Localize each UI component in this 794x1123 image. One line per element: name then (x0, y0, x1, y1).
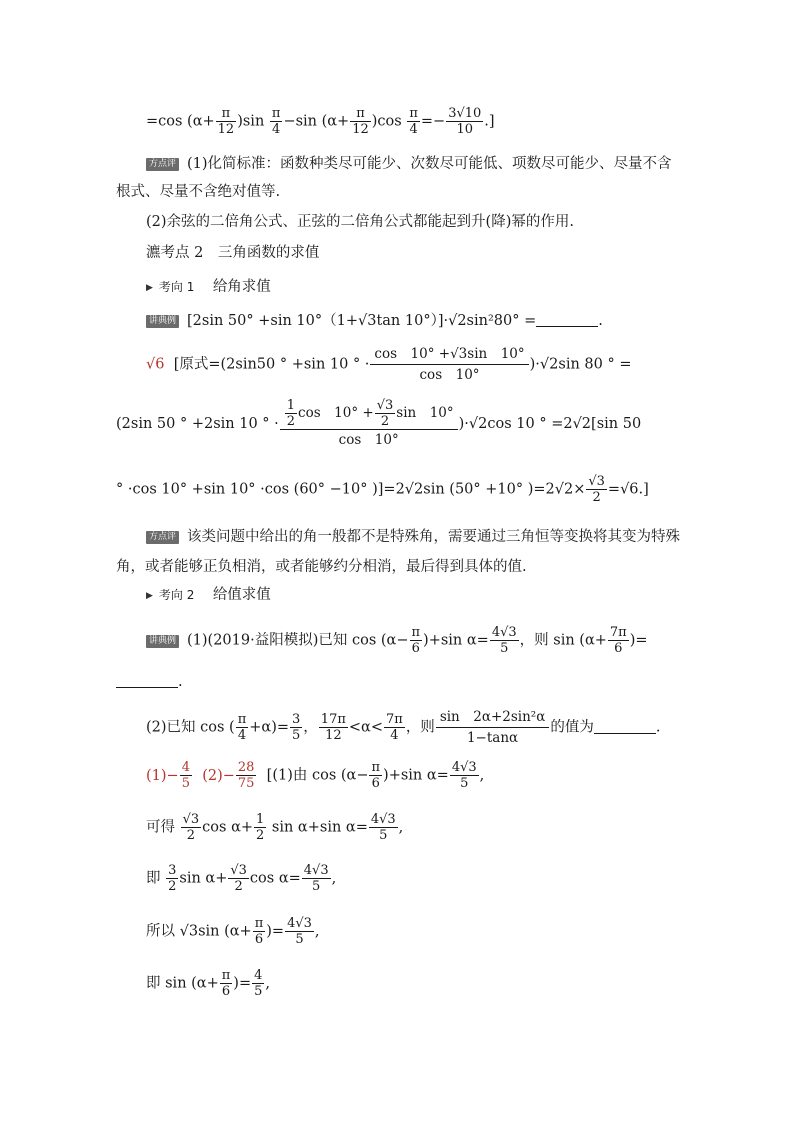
answer-value: √6 (146, 356, 165, 373)
answer-blank (536, 312, 598, 327)
fraction: $\frac{4√3}{5}$ (287, 916, 312, 947)
text: [(1)由 cos (α− (266, 767, 369, 784)
topic-label: 考向 1 (158, 280, 195, 294)
text: )= (629, 632, 648, 649)
example-tag: 讲典例 (146, 315, 179, 328)
compound-fraction: $\frac{1}{2}$ cos 10° + $\frac{√3}{2}$ sin 10° cos 10° (280, 398, 458, 450)
fraction: $\frac{\cos 10^\circ +√3\sin 10^\circ}{\cos 10^\circ}$ (370, 344, 528, 385)
section-title: 瀌考点 2 三角函数的求值 (146, 245, 320, 261)
text: <α< (348, 719, 383, 736)
fraction: $\frac{√3}{2}$ (182, 812, 200, 843)
fraction: $\frac{\pi}{6}$ (411, 625, 421, 656)
fraction: $\frac{4}{5}$ (181, 760, 190, 791)
text: sin α+sin α= (267, 819, 368, 836)
solution-line-1 (146, 760, 484, 791)
fraction: $\frac{4}{5}$ (254, 968, 263, 999)
text: (1)(2019·益阳模拟)已知 cos (α− (187, 632, 409, 649)
comment-tag: 方点评 (146, 158, 179, 171)
fraction: $\frac{3}{2}$ (168, 863, 177, 894)
answer-value: (1)− $\frac{4}{5}$ (2)− $\frac{28}{75}$ (146, 760, 255, 791)
fraction: $\frac{1}{2}$ (256, 812, 265, 843)
text: )·√2sin 80 ° = (529, 356, 632, 373)
fraction: $\frac{\text{sin 2α+2sin²α}}{1-\tan\alpha}$ (436, 707, 550, 748)
fraction: $\frac{7\pi}{6}$ (609, 625, 627, 656)
fraction: $\frac{\pi}{12}$ (352, 106, 369, 137)
answer-line-2 (116, 398, 641, 450)
example-2-part-2: (2)已知 cos ( $\frac{\pi}{4}$ +α)= $\frac{3}{5}$ ， $\frac{17\pi}{12}$ <α< $\frac{7\pi}{4}$ ，则 $\frac{\text{sin 2α+2sin²α}}{1-\tan\alpha}$ 的值为 . (146, 709, 661, 746)
text: , (331, 870, 337, 887)
text: , (314, 923, 320, 940)
text: , (398, 819, 404, 836)
triangle-bullet-icon: ▶ (146, 283, 153, 293)
fraction: $\frac{\pi}{6}$ (254, 916, 264, 947)
fraction: $\frac{\pi}{4}$ (409, 106, 418, 137)
text: −sin (α+ (283, 113, 350, 130)
answer-blank (116, 673, 178, 688)
comment-paragraph-2 (116, 522, 682, 582)
text: ，则 sin (α+ (519, 632, 607, 649)
fraction: $\frac{7\pi}{4}$ (385, 712, 403, 743)
example-tag: 讲典例 (146, 635, 179, 648)
text: =cos (α+ (146, 113, 215, 130)
fraction: $\frac{√3}{2}$ (376, 398, 394, 429)
text: .] (484, 113, 495, 130)
fraction: $\frac{\pi}{6}$ (221, 968, 231, 999)
example-1: 讲典例 [2sin 50° +sin 10°（1+√3tan 10°）]·√2sin²80° = . (146, 311, 603, 331)
fraction: $\frac{1}{2}$ (286, 398, 296, 429)
comment-text: 该类问题中给出的角一般都不是特殊角，需要通过三角恒等变换将其变为特殊角，或者能够正负相消，或者能够约分相消，最后得到具体的值. (116, 529, 681, 575)
fraction: $\frac{√3}{2}$ (230, 863, 247, 894)
text: ° ·cos 10° +sin 10° ·cos (60° −10° )]=2√2sin (50° +10° )=2√2× (116, 481, 586, 498)
fraction: $\frac{\pi}{4}$ (271, 106, 281, 137)
text: )= (266, 923, 285, 940)
comment-text: (2)余弦的二倍角公式、正弦的二倍角公式都能起到升(降)幂的作用. (146, 214, 574, 230)
text: (2)已知 cos ( (146, 719, 235, 736)
answer-line-3 (116, 474, 649, 505)
solution-line-4 (146, 916, 320, 947)
text: )+sin α= (423, 632, 489, 649)
example-text: [2sin 50° +sin 10°（1+√3tan 10°）]·√2sin²80° = (187, 313, 537, 329)
fraction: $\frac{17\pi}{12}$ (320, 712, 346, 743)
text: )cos (371, 113, 407, 130)
fraction: $\frac{4√3}{5}$ (303, 863, 329, 894)
fraction: $\frac{√3}{2}$ (588, 474, 605, 505)
topic-title: 给值求值 (212, 587, 271, 603)
answer-line-1 (146, 344, 631, 385)
fraction: $\frac{28}{75}$ (237, 760, 255, 791)
solution-line-3 (146, 863, 336, 894)
comment-tag: 方点评 (146, 531, 179, 544)
comment-text: (1)化简标准：函数种类尽可能少、次数尽可能低、项数尽可能少、尽量不含根式、尽量不含绝对值等. (116, 156, 672, 200)
text: 即 (146, 870, 166, 887)
fraction: $\frac{\pi}{12}$ (217, 106, 235, 137)
text: , (265, 975, 270, 992)
topic-label: 考向 2 (158, 588, 195, 602)
text: cos α+ (202, 819, 254, 836)
topic-heading-1 (146, 277, 271, 298)
comment-paragraph-1 (116, 150, 682, 206)
fraction: $\frac{3√10}{10}$ (448, 106, 482, 137)
text: )·√2cos 10 ° =2√2[sin 50 (458, 416, 642, 432)
text: )sin (237, 113, 269, 130)
text: , (479, 767, 485, 784)
example-2-blank-line: . (116, 672, 183, 692)
text: cos α= (249, 870, 301, 887)
comment-paragraph-1b (146, 212, 574, 232)
text: (2sin 50 ° +2sin 10 ° · (116, 416, 279, 432)
text: 即 sin (α+ (146, 975, 219, 992)
fraction: $\frac{\pi}{6}$ (371, 760, 381, 791)
fraction: $\frac{\pi}{4}$ (237, 712, 247, 743)
text: 可得 (146, 819, 180, 836)
equation-line-1 (146, 106, 495, 137)
topic-heading-2 (146, 585, 271, 606)
triangle-bullet-icon: ▶ (146, 591, 153, 601)
text: ，则 (405, 719, 435, 736)
fraction: $\frac{4√3}{5}$ (491, 625, 517, 656)
text: =√6.] (607, 481, 649, 498)
fraction: $\frac{4√3}{5}$ (370, 812, 396, 843)
text: sin α+ (179, 870, 228, 887)
text: 所以 √3sin (α+ (146, 923, 252, 940)
text: ， (303, 719, 318, 736)
solution-line-2 (146, 812, 403, 843)
solution-line-5 (146, 968, 270, 999)
topic-title: 给角求值 (212, 279, 271, 295)
fraction: $\frac{4√3}{5}$ (451, 760, 477, 791)
text: )+sin α= (383, 767, 449, 784)
example-2-part-1 (146, 625, 648, 656)
text: +α)= (249, 719, 290, 736)
section-heading (146, 243, 319, 263)
text: 的值为 (550, 719, 594, 736)
text: [原式=(2sin50 ° +sin 10 ° · (173, 356, 370, 373)
fraction: $\frac{3}{5}$ (292, 712, 301, 743)
answer-blank (594, 719, 656, 734)
text: )= (233, 975, 252, 992)
text: =− (420, 113, 446, 130)
